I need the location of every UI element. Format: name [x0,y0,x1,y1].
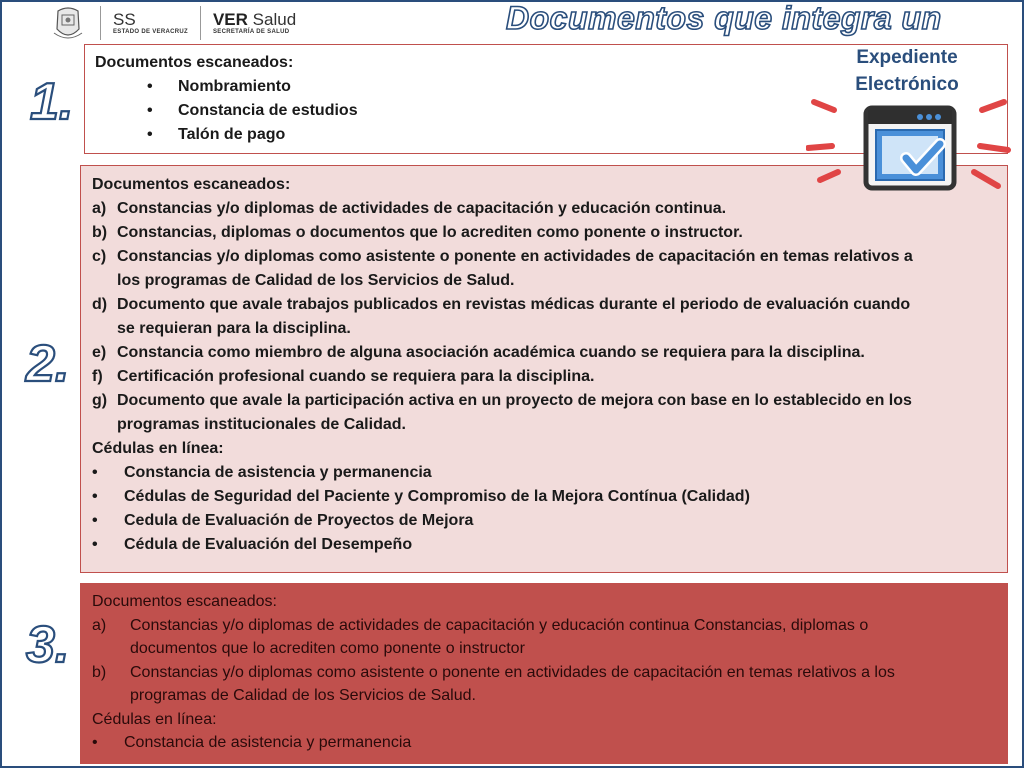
list-item-text: Nombramiento [178,78,291,95]
logo-divider [200,6,201,40]
section-3-heading: Documentos escaneados: [92,593,277,610]
list-marker: a) [92,200,107,217]
bullet: • [92,536,98,553]
list-item-text: Documento que avale trabajos publicados en revistas médicas durante el periodo de evaluación cuando [117,296,911,313]
list-marker: d) [92,296,108,313]
list-item-continuation: programas de Calidad de los Servicios de Salud. [130,687,476,704]
list-marker: c) [92,248,107,265]
list-item-text: Cédulas de Seguridad del Paciente y Compromiso de la Mejora Contínua (Calidad) [124,488,750,505]
list-item [92,509,913,533]
section-2-cedulas-heading: Cédulas en línea: [92,440,224,457]
list-item-text: Constancias y/o diplomas como asistente o ponente en actividades de capacitación en temas relativos a los [130,663,895,681]
list-item-text: Constancias y/o diplomas de actividades de capacitación y educación continua Constancias, diplomas o [130,616,869,634]
list-marker: a) [92,616,107,634]
section-1-content [95,51,358,147]
subtitle-line-1: Expediente [856,47,958,68]
list-item [95,75,358,99]
list-item-continuation: los programas de Calidad de los Servicios de Salud. [117,272,515,289]
page-subtitle [840,44,974,98]
ver-logo-text: VER [212,10,248,29]
list-marker: b) [92,663,107,681]
list-item [92,293,913,317]
list-item-continuation: programas institucionales de Calidad. [117,416,406,433]
list-item [92,533,913,557]
bullet: • [147,102,153,119]
list-item [92,389,913,413]
list-item-text: Documento que avale la participación activa en un proyecto de mejora con base en lo establecido en los [117,392,912,409]
list-item-text: Constancia como miembro de alguna asociación académica cuando se requiera para la disciplina. [117,344,865,361]
list-marker: g) [92,392,108,409]
list-item [92,221,913,245]
list-item-text: Cédula de Evaluación del Desempeño [124,536,413,553]
bullet: • [92,512,98,529]
list-item-text: Constancias y/o diplomas como asistente o ponente en actividades de capacitación en temas relativos a [117,248,913,265]
list-item-text: Constancias, diplomas o documentos que lo acrediten como ponente o instructor. [117,224,743,241]
list-marker: e) [92,344,107,361]
list-item-text: Constancia de asistencia y permanencia [124,734,412,751]
bullet: • [147,78,153,95]
list-item-text: Constancias y/o diplomas de actividades de capacitación y educación continua. [117,200,727,217]
section-3-content [92,590,895,755]
list-item [92,341,913,365]
section-3-number: 3. [26,616,70,674]
page-title: Documentos que integra un [506,0,942,36]
section-1-number: 1. [30,73,74,131]
section-2-heading: Documentos escaneados: [92,176,291,193]
list-item-continuation: documentos que lo acrediten como ponente o instructor [130,640,525,657]
ver-salud-logo [213,11,296,35]
bullet: • [147,126,153,143]
salud-logo-text: Salud [252,10,297,29]
list-item [92,614,895,638]
section-1-heading: Documentos escaneados: [95,54,294,71]
section-3-cedulas-heading: Cédulas en línea: [92,710,217,728]
list-item [92,365,913,389]
list-item-text: Cedula de Evaluación de Proyectos de Mejora [124,512,474,529]
list-item-text: Constancia de asistencia y permanencia [124,464,432,481]
list-item [92,661,895,685]
list-item-text: Constancia de estudios [178,102,358,119]
list-item [92,485,913,509]
list-item-text: Certificación profesional cuando se requiera para la disciplina. [117,368,595,385]
list-item [92,197,913,221]
list-item [92,461,913,485]
list-marker: f) [92,368,103,385]
list-item [92,731,895,755]
list-marker: b) [92,224,108,241]
bullet: • [92,734,98,751]
list-item [92,245,913,269]
list-item [95,123,358,147]
list-item-continuation: se requieran para la disciplina. [117,320,351,337]
bullet: • [92,464,98,481]
ss-logo-text: SS [113,10,136,29]
ss-logo [113,11,188,35]
logo-divider [100,6,101,40]
list-item [95,99,358,123]
section-2-content [92,173,913,557]
ss-logo-subtext: ESTADO DE VERACRUZ [113,29,188,35]
subtitle-line-2: Electrónico [855,74,959,95]
veracruz-seal-icon [48,3,88,43]
section-2-number: 2. [26,335,70,393]
list-item-text: Talón de pago [178,126,286,143]
header-logos [48,2,296,44]
bullet: • [92,488,98,505]
salud-logo-subtext: SECRETARÍA DE SALUD [212,29,290,35]
